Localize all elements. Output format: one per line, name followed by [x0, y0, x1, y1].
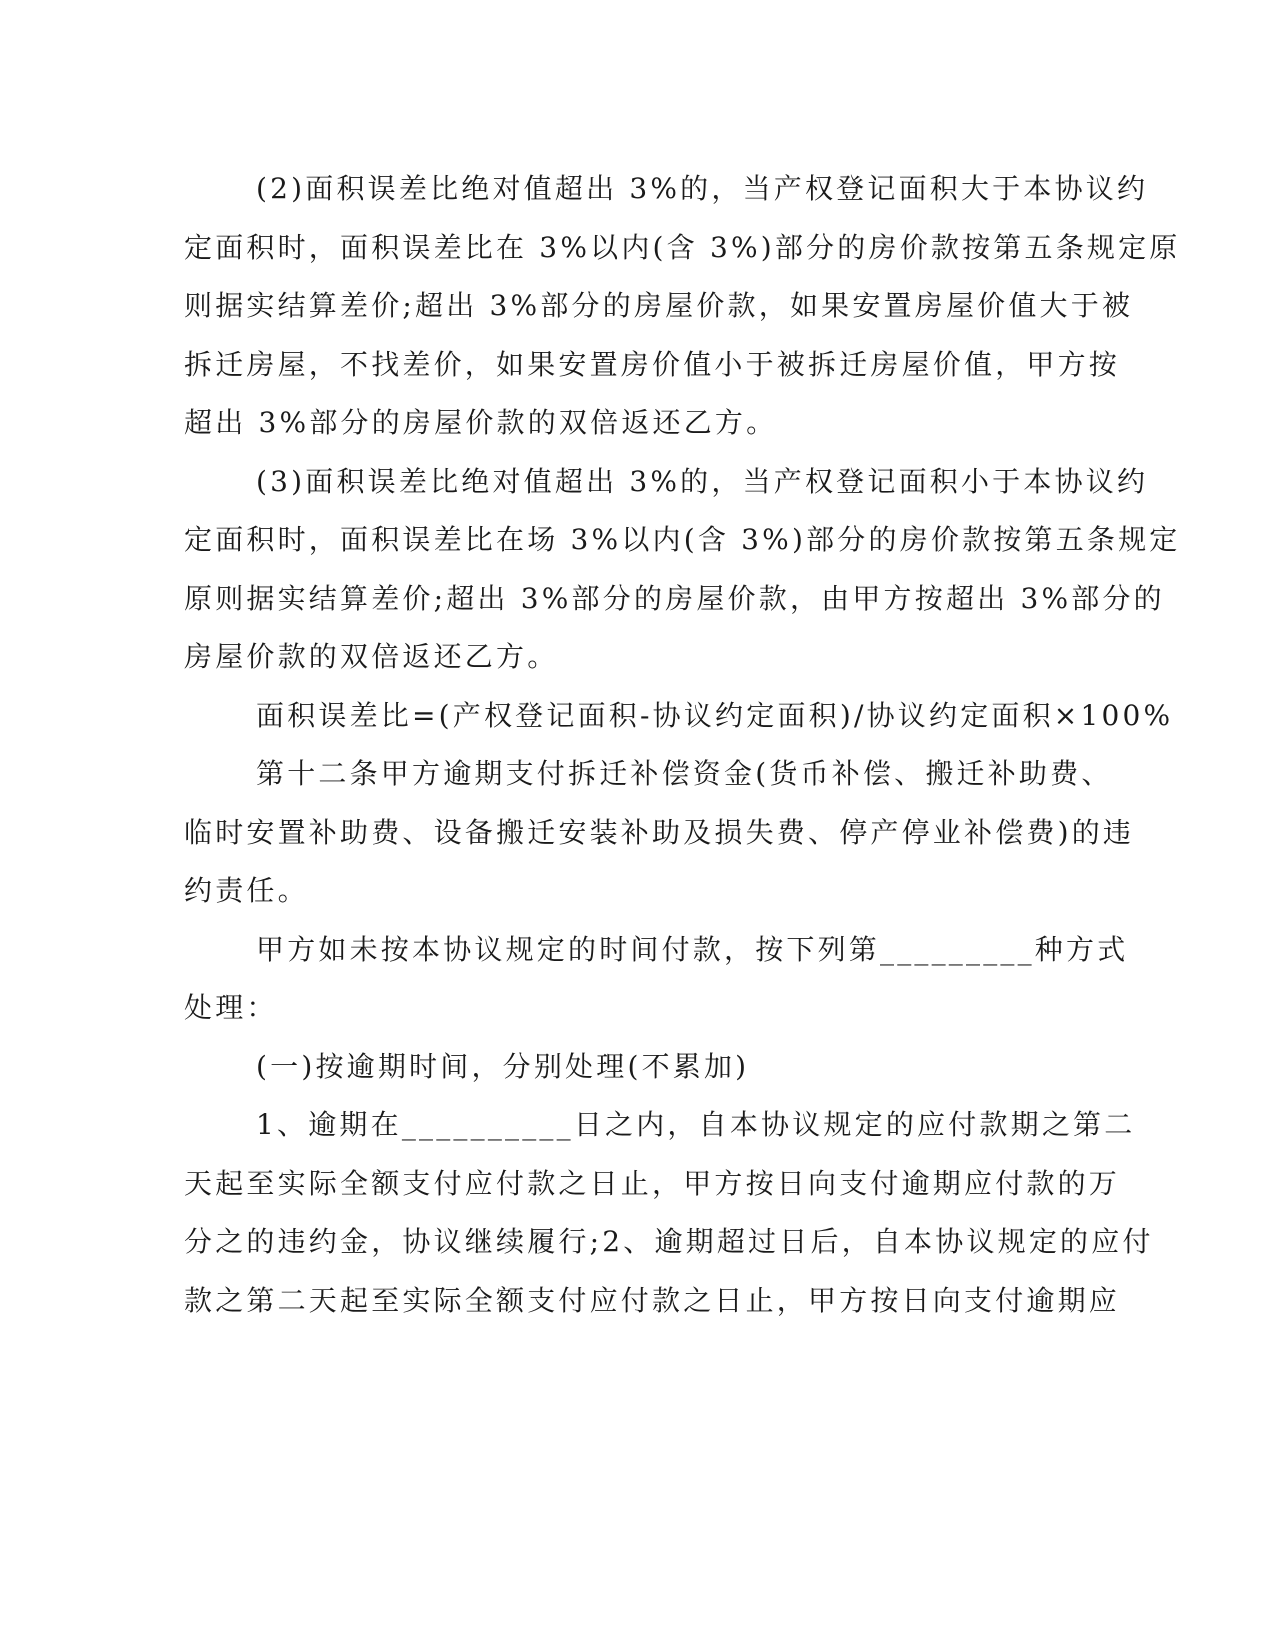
paragraph-line: 房屋价款的双倍返还乙方。 [184, 640, 559, 673]
paragraph-line: 第十二条甲方逾期支付拆迁补偿资金(货币补偿、搬迁补助费、 [256, 757, 1113, 790]
paragraph-line: 天起至实际全额支付应付款之日止，甲方按日向支付逾期应付款的万 [184, 1166, 1121, 1200]
paragraph-line: 拆迁房屋，不找差价，如果安置房价值小于被拆迁房屋价值，甲方按 [184, 347, 1121, 381]
paragraph-line: 约责任。 [184, 874, 309, 907]
paragraph-line: (3)面积误差比绝对值超出 3%的，当产权登记面积小于本协议约 [256, 464, 1149, 498]
formula-line: 面积误差比=(产权登记面积-协议约定面积)/协议约定面积×100% [256, 698, 1174, 732]
document-body [184, 160, 1181, 1330]
paragraph-line: 定面积时，面积误差比在 3%以内(含 3%)部分的房价款按第五条规定原 [184, 230, 1181, 264]
paragraph-line: 超出 3%部分的房屋价款的双倍返还乙方。 [184, 406, 778, 439]
paragraph-line: 1、逾期在__________日之内，自本协议规定的应付款期之第二 [256, 1108, 1136, 1141]
paragraph-line: 分之的违约金，协议继续履行;2、逾期超过日后，自本协议规定的应付 [184, 1225, 1154, 1258]
paragraph-line: 则据实结算差价;超出 3%部分的房屋价款，如果安置房屋价值大于被 [184, 289, 1134, 322]
paragraph-line: 处理： [184, 991, 278, 1024]
paragraph-line: (一)按逾期时间，分别处理(不累加) [256, 1049, 750, 1083]
paragraph-line: 定面积时，面积误差比在场 3%以内(含 3%)部分的房价款按第五条规定 [184, 523, 1181, 556]
paragraph-line: 临时安置补助费、设备搬迁安装补助及损失费、停产停业补偿费)的违 [184, 815, 1135, 849]
paragraph-line: 甲方如未按本协议规定的时间付款，按下列第_________种方式 [256, 932, 1129, 966]
paragraph-line: 款之第二天起至实际全额支付应付款之日止，甲方按日向支付逾期应 [184, 1283, 1121, 1317]
paragraph-line: 原则据实结算差价;超出 3%部分的房屋价款，由甲方按超出 3%部分的 [184, 581, 1165, 615]
paragraph-line: (2)面积误差比绝对值超出 3%的，当产权登记面积大于本协议约 [256, 172, 1149, 205]
